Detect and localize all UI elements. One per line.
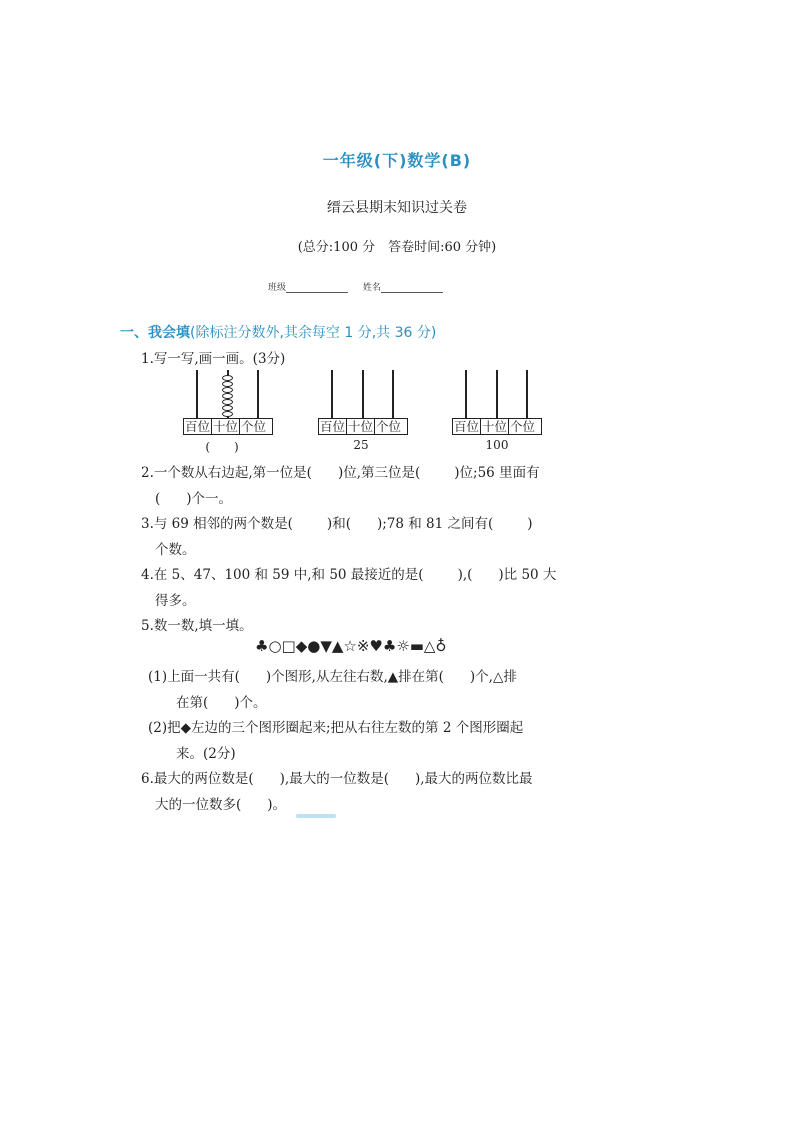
abacus-3 [452,370,542,452]
section-title: 一、我会填 [120,325,190,341]
question-5-part-1-line-2: 在第( )个。 [176,695,267,711]
question-5-part-1-line-1: (1)上面一共有( )个图形,从左往右数,▲排在第( )个,△排 [148,669,517,685]
question-2-line-1: 2.一个数从右边起,第一位是( )位,第三位是( )位;56 里面有 [141,465,540,481]
place-ones: 个位 [510,419,536,434]
question-5: 5.数一数,填一填。 [141,618,253,634]
place-ones: 个位 [241,419,267,434]
question-6-line-2: 大的一位数多( )。 [155,797,287,813]
abacus-2-number: 25 [353,438,369,452]
exam-meta: (总分:100 分 答卷时间:60 分钟) [297,240,497,255]
shape-sequence: ♣○□◆●▼▲☆※♥♣☼▬△♁ [255,637,447,655]
place-tens: 十位 [213,419,239,434]
place-value-row-2 [318,418,408,435]
decorative-mark [296,814,336,818]
exam-title: 一年级(下)数学(B) [322,151,472,170]
abacus-1 [183,370,273,454]
class-field[interactable] [286,284,348,293]
question-4-line-2: 得多。 [155,593,196,609]
abacus-3-number: 100 [485,438,509,452]
place-ones: 个位 [376,419,402,434]
class-label: 班级 [268,283,287,293]
section-heading [120,322,436,342]
name-label: 姓名 [362,283,381,293]
student-info-fields [268,280,455,293]
abacus-2 [318,370,408,452]
question-3-line-1: 3.与 69 相邻的两个数是( )和( );78 和 81 之间有( ) [141,516,533,532]
place-hundreds: 百位 [185,419,211,434]
place-value-row-1 [183,418,273,435]
question-6-line-1: 6.最大的两位数是( ),最大的一位数是( ),最大的两位数比最 [141,771,533,787]
question-1: 1.写一写,画一画。(3分) [141,351,286,367]
exam-subtitle: 缙云县期末知识过关卷 [327,200,467,216]
section-note: (除标注分数外,其余每空 1 分,共 36 分) [190,325,437,341]
question-4-line-1: 4.在 5、47、100 和 59 中,和 50 最接近的是( ),( )比 50 大 [141,567,557,583]
place-value-row-3 [452,418,542,435]
abacus-1-answer[interactable]: ( ) [205,440,239,454]
question-5-part-2-line-1: (2)把◆左边的三个图形圈起来;把从右往左数的第 2 个图形圈起 [148,720,524,736]
place-hundreds: 百位 [454,419,480,434]
place-hundreds: 百位 [320,419,346,434]
place-tens: 十位 [482,419,508,434]
question-5-part-2-line-2: 来。(2分) [176,746,236,762]
question-3-line-2: 个数。 [155,542,196,558]
question-2-line-2: ( )个一。 [155,491,233,507]
place-tens: 十位 [348,419,374,434]
name-field[interactable] [381,284,443,293]
